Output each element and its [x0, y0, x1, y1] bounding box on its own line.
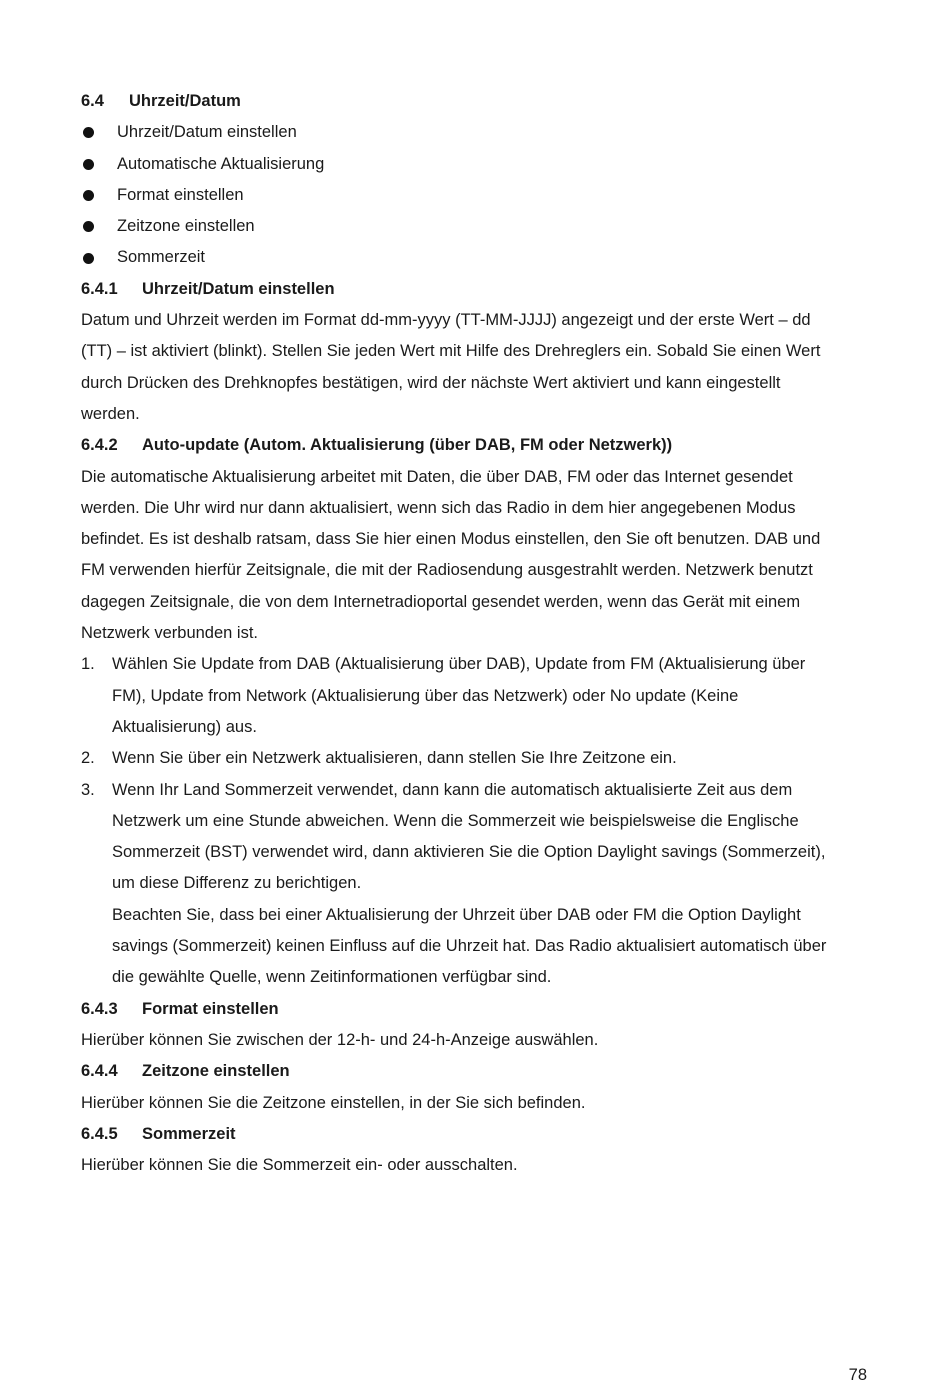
step-item [81, 743, 871, 774]
subsection-heading-6-4-3 [81, 994, 871, 1025]
bullet-text: Sommerzeit [117, 248, 206, 267]
text-line: Sommerzeit (BST) verwendet wird, dann aktivieren Sie die Option Daylight savings (Sommerzeit), [112, 843, 826, 862]
subsection-heading-6-4-5 [81, 1119, 871, 1150]
section-heading-6-4 [81, 86, 871, 117]
step-item [81, 775, 871, 900]
text-line: FM), Update from Network (Aktualisierung über das Netzwerk) oder No update (Keine [112, 686, 739, 705]
subsection-number: 6.4.1 [81, 279, 118, 298]
text-line: die gewählte Quelle, wenn Zeitinformationen verfügbar sind. [112, 968, 552, 987]
page-number: 78 [848, 1366, 867, 1384]
bullet-item [81, 117, 871, 148]
subsection-title: Zeitzone einstellen [142, 1062, 290, 1081]
bullet-dot-icon [83, 190, 94, 201]
subsection-title: Sommerzeit [142, 1124, 236, 1143]
step-text [112, 775, 871, 900]
text-line: Wenn Sie über ein Netzwerk aktualisieren, dann stellen Sie Ihre Zeitzone ein. [112, 749, 677, 768]
step-text [112, 649, 871, 743]
bullet-text: Automatische Aktualisierung [117, 154, 325, 173]
text-line: FM verwenden hierfür Zeitsignale, die mit der Radiosendung ausgestrahlt werden. Netzwerk benutzt [81, 561, 813, 580]
note-paragraph [81, 900, 871, 994]
step-number: 1. [81, 655, 95, 674]
text-line: Wenn Ihr Land Sommerzeit verwendet, dann kann die automatisch aktualisierte Zeit aus dem [112, 780, 793, 799]
section-title: Uhrzeit/Datum [129, 92, 241, 110]
step-item [81, 649, 871, 743]
text-line: Netzwerk verbunden ist. [81, 624, 258, 643]
subsection-number: 6.4.4 [81, 1062, 118, 1081]
text-line: Wählen Sie Update from DAB (Aktualisierung über DAB), Update from FM (Aktualisierung über [112, 655, 806, 674]
text-line: (TT) – ist aktiviert (blinkt). Stellen Sie jeden Wert mit Hilfe des Drehreglers ein. Sobald Sie einen Wert [81, 342, 821, 361]
subsection-number: 6.4.2 [81, 436, 118, 455]
text-line: Aktualisierung) aus. [112, 717, 257, 736]
bullet-dot-icon [83, 127, 94, 138]
section-number: 6.4 [81, 92, 104, 110]
paragraph-6-4-2 [81, 462, 871, 650]
text-line: savings (Sommerzeit) keinen Einfluss auf die Uhrzeit hat. Das Radio aktualisiert automatisch über [112, 937, 827, 956]
text-line: durch Drücken des Drehknopfes bestätigen, wird der nächste Wert aktiviert und kann eingestellt [81, 373, 781, 392]
text-line: befindet. Es ist deshalb ratsam, dass Sie hier einen Modus einstellen, den Sie oft benutzen. DAB und [81, 530, 821, 549]
paragraph-6-4-4: Hierüber können Sie die Zeitzone einstellen, in der Sie sich befinden. [81, 1093, 586, 1112]
bullet-item [81, 180, 871, 211]
bullet-dot-icon [83, 221, 94, 232]
subsection-number: 6.4.3 [81, 999, 118, 1018]
step-text [112, 743, 871, 774]
bullet-item [81, 242, 871, 273]
text-line: um diese Differenz zu berichtigen. [112, 874, 362, 893]
bullet-dot-icon [83, 159, 94, 170]
bullet-list [81, 117, 871, 273]
text-line: dagegen Zeitsignale, die von dem Internetradioportal gesendet werden, wenn das Gerät mit einem [81, 592, 801, 611]
numbered-steps [81, 649, 871, 899]
text-line: Netzwerk um eine Stunde abweichen. Wenn die Sommerzeit wie beispielsweise die Englische [112, 811, 799, 830]
bullet-text: Format einstellen [117, 185, 244, 204]
subsection-heading-6-4-2 [81, 430, 871, 461]
bullet-item [81, 149, 871, 180]
subsection-title: Uhrzeit/Datum einstellen [142, 279, 335, 298]
step-number: 3. [81, 780, 95, 799]
bullet-dot-icon [83, 253, 94, 264]
bullet-text: Uhrzeit/Datum einstellen [117, 123, 297, 142]
bullet-text: Zeitzone einstellen [117, 217, 255, 236]
text-line: werden. [81, 404, 140, 423]
text-line: Beachten Sie, dass bei einer Aktualisierung der Uhrzeit über DAB oder FM die Option Daylight [112, 905, 801, 924]
text-line: Die automatische Aktualisierung arbeitet mit Daten, die über DAB, FM oder das Internet gesendet [81, 467, 793, 486]
subsection-title: Format einstellen [142, 999, 279, 1018]
subsection-heading-6-4-1 [81, 274, 871, 305]
subsection-number: 6.4.5 [81, 1124, 118, 1143]
subsection-heading-6-4-4 [81, 1056, 871, 1087]
paragraph-6-4-5: Hierüber können Sie die Sommerzeit ein- oder ausschalten. [81, 1156, 518, 1175]
paragraph-6-4-1 [81, 305, 871, 430]
paragraph-6-4-3: Hierüber können Sie zwischen der 12-h- und 24-h-Anzeige auswählen. [81, 1030, 599, 1049]
step-number: 2. [81, 749, 95, 768]
text-line: werden. Die Uhr wird nur dann aktualisiert, wenn sich das Radio in dem hier angegebenen Modus [81, 498, 796, 517]
subsection-title: Auto-update (Autom. Aktualisierung (über DAB, FM oder Netzwerk)) [142, 436, 673, 455]
document-page [81, 86, 871, 1181]
bullet-item [81, 211, 871, 242]
text-line: Datum und Uhrzeit werden im Format dd-mm-yyyy (TT-MM-JJJJ) angezeigt und der erste Wert – dd [81, 311, 811, 330]
